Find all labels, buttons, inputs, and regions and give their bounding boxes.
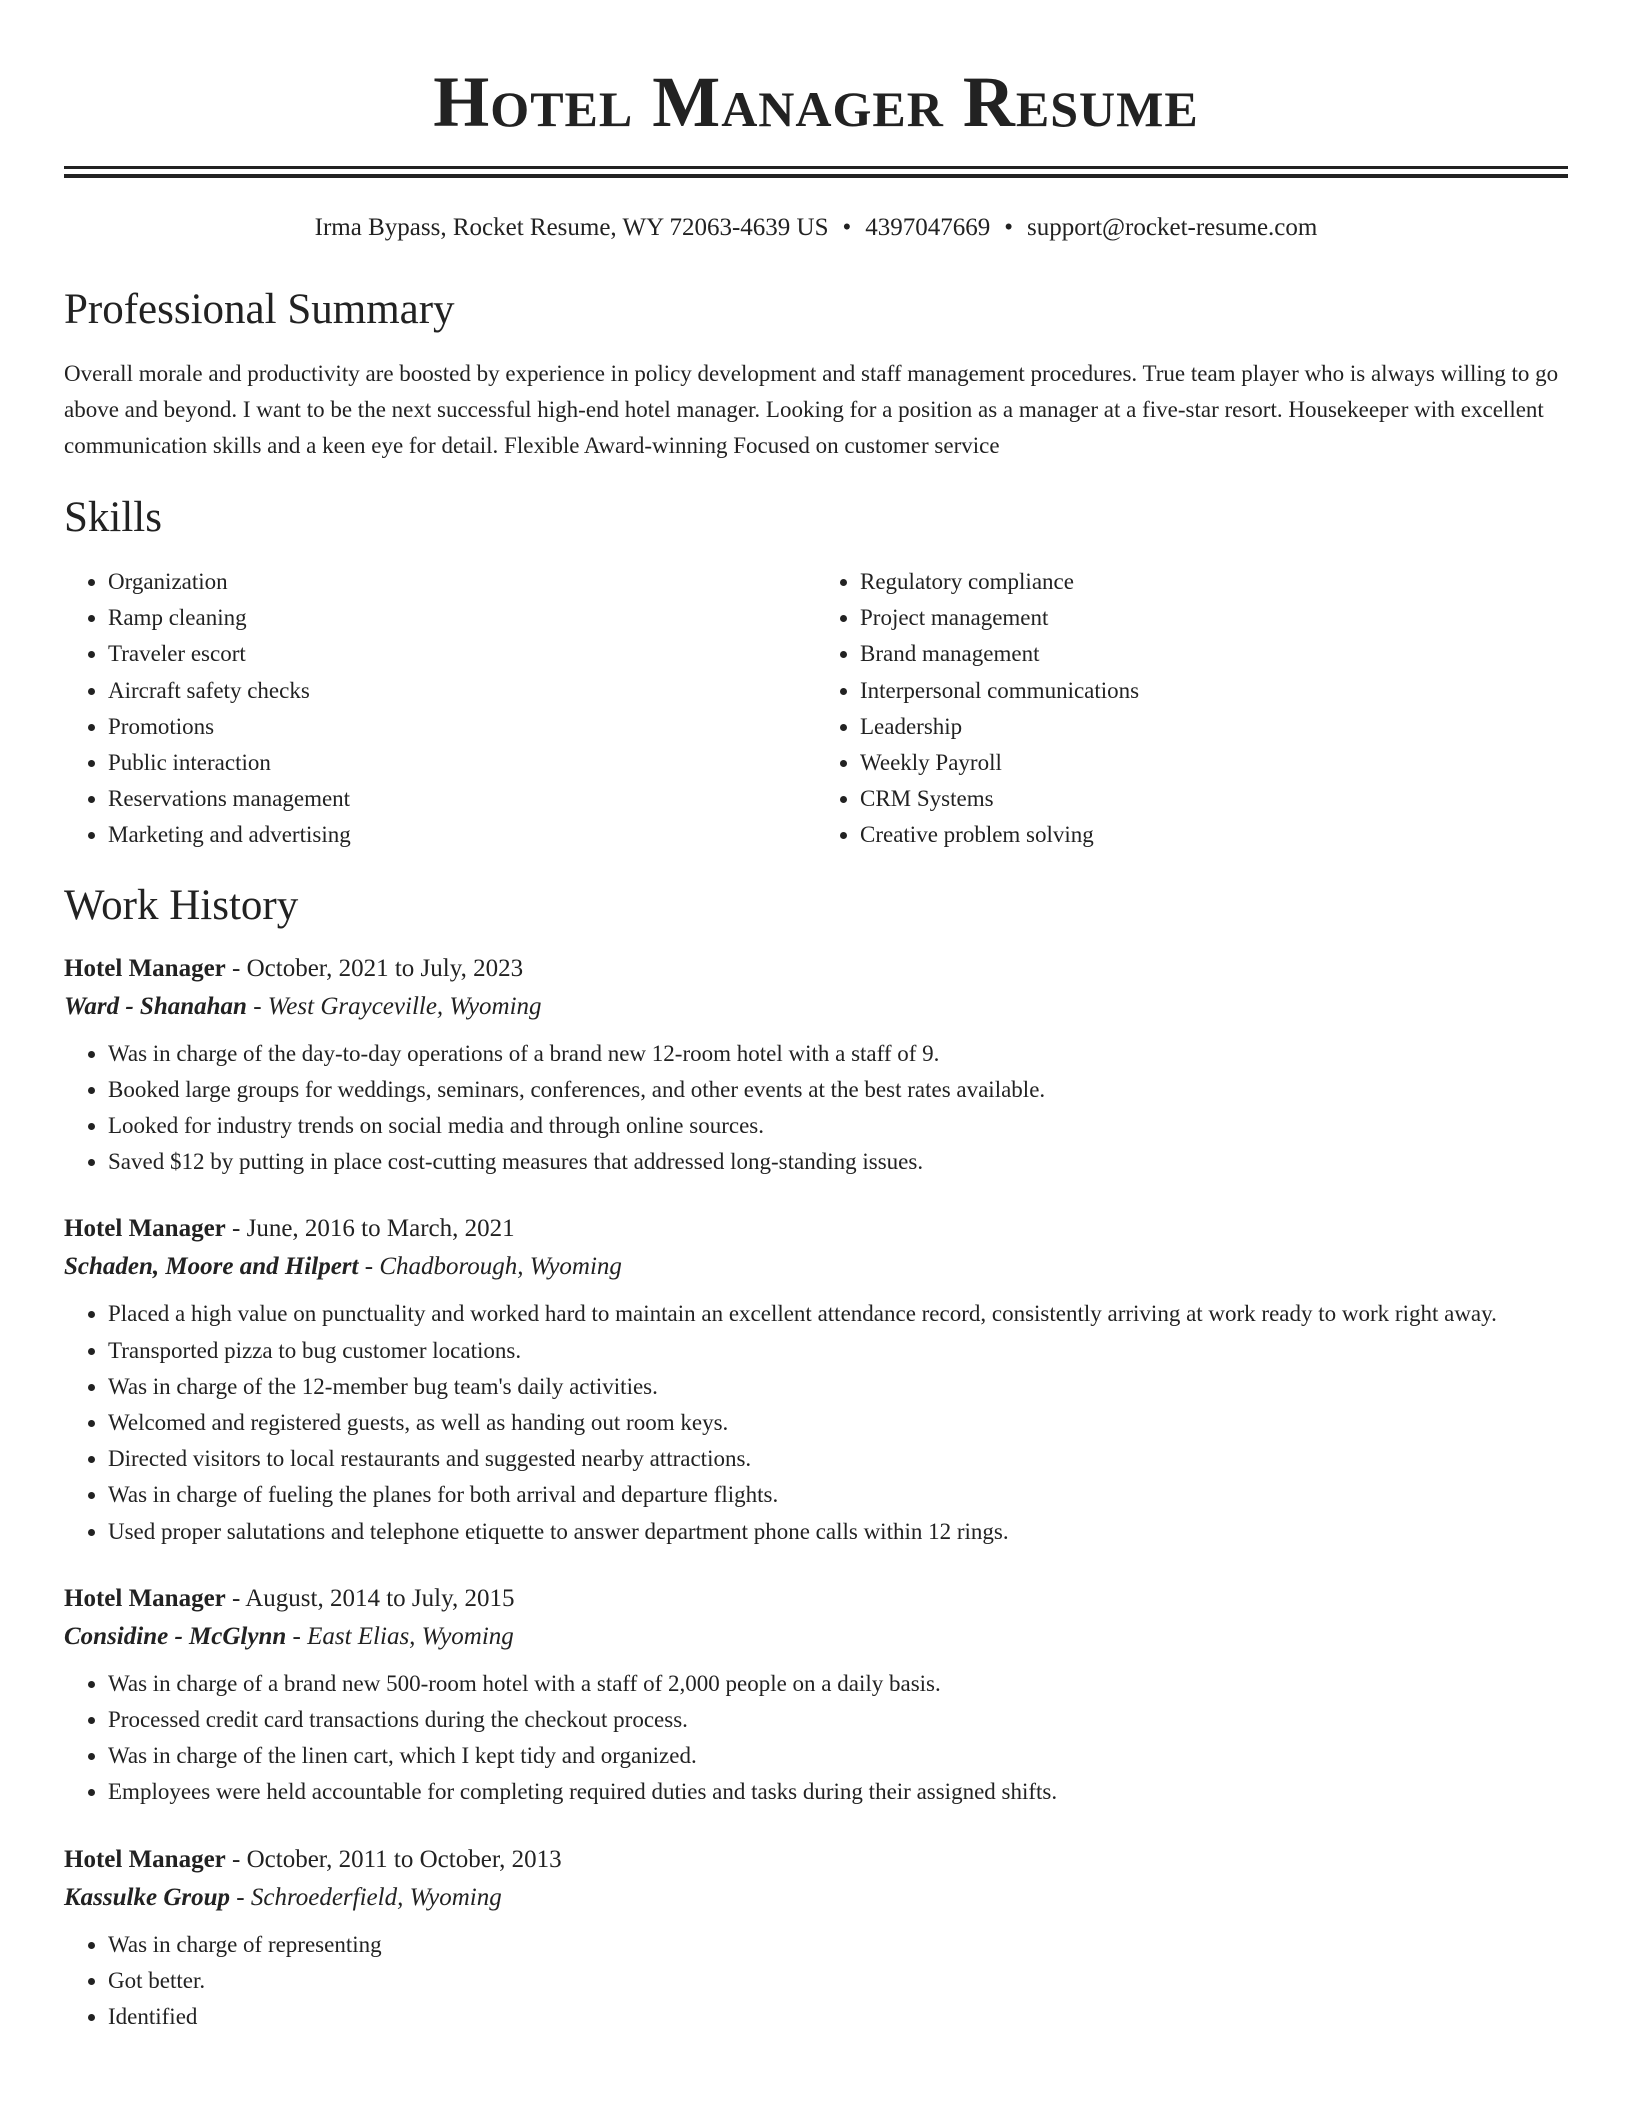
contact-email: support@rocket-resume.com [1027, 214, 1318, 241]
job-entry [64, 1580, 1568, 1811]
title-rule [64, 166, 1568, 169]
skill-item: • Brand management [860, 636, 1568, 672]
job-dash: - [225, 1845, 247, 1873]
skill-item: • Weekly Payroll [860, 745, 1568, 781]
job-entry [64, 1210, 1568, 1549]
job-dates: October, 2011 to October, 2013 [246, 1845, 562, 1873]
job-bullet: • Saved $12 by putting in place cost-cutting measures that addressed long-standing issues. [108, 1144, 1568, 1180]
job-bullet: • Was in charge of a brand new 500-room hotel with a staff of 2,000 people on a daily basis. [108, 1666, 1568, 1702]
job-bullets [64, 1296, 1568, 1549]
title-rule [64, 174, 1568, 178]
job-company: Kassulke Group [64, 1883, 231, 1911]
contact-line [64, 212, 1568, 244]
job-bullet: • Got better. [108, 1963, 1568, 1999]
skill-item: • Leadership [860, 709, 1568, 745]
contact-address: Irma Bypass, Rocket Resume, WY 72063-4639 US [314, 214, 829, 241]
job-entry [64, 1841, 1568, 2036]
skill-item: • Regulatory compliance [860, 564, 1568, 600]
job-bullet: • Transported pizza to bug customer locations. [108, 1333, 1568, 1369]
job-location: West Grayceville, Wyoming [267, 992, 542, 1020]
job-title-line [64, 1580, 1568, 1618]
job-location: Chadborough, Wyoming [379, 1253, 622, 1281]
job-bullet: • Was in charge of the linen cart, which I kept tidy and organized. [108, 1738, 1568, 1774]
skill-item: • Organization [108, 564, 816, 600]
job-bullet: • Was in charge of the day-to-day operations of a brand new 12-room hotel with a staff of 9. [108, 1036, 1568, 1072]
summary-text: Overall morale and productivity are boosted by experience in policy development and staff management procedures. True team player who is always willing to go above and beyond. I want to be the next successful high-end hotel manager. Looking for a position as a manager at a five-star resort. Housekeeper with excellent communication skills and a keen eye for detail. Flexible Award-winning Focused on customer service [64, 361, 1559, 458]
skills-grid [64, 564, 1568, 854]
job-company-line [64, 1618, 1568, 1656]
job-dates: August, 2014 to July, 2015 [245, 1584, 515, 1612]
job-dash: - [225, 954, 247, 982]
job-bullet: • Placed a high value on punctuality and worked hard to maintain an excellent attendance record, consistently arriving at work ready to work right away. [108, 1296, 1568, 1332]
skill-item: • Aircraft safety checks [108, 673, 816, 709]
skill-item: • Reservations management [108, 781, 816, 817]
job-company-line [64, 1248, 1568, 1286]
job-location: East Elias, Wyoming [307, 1622, 514, 1650]
job-dates: October, 2021 to July, 2023 [246, 954, 524, 982]
work-history-heading: Work History [64, 881, 299, 929]
job-title: Hotel Manager [64, 1584, 226, 1612]
contact-separator: • [842, 214, 852, 241]
job-dash: - [246, 992, 268, 1020]
job-title: Hotel Manager [64, 1215, 226, 1243]
contact-separator: • [1004, 214, 1014, 241]
job-bullets [64, 1927, 1568, 2036]
skill-item: • Project management [860, 600, 1568, 636]
skills-column-left [64, 564, 816, 854]
skill-item: • CRM Systems [860, 781, 1568, 817]
job-bullet: • Processed credit card transactions during the checkout process. [108, 1702, 1568, 1738]
job-dash: - [358, 1253, 380, 1281]
skill-item: • Promotions [108, 709, 816, 745]
job-dash: - [225, 1584, 246, 1612]
job-bullet: • Identified [108, 1999, 1568, 2035]
skills-column-right [816, 564, 1568, 854]
job-title: Hotel Manager [64, 954, 226, 982]
job-title: Hotel Manager [64, 1845, 226, 1873]
job-bullet: • Was in charge of the 12-member bug team's daily activities. [108, 1369, 1568, 1405]
job-bullets [64, 1666, 1568, 1811]
job-bullet: • Employees were held accountable for completing required duties and tasks during their assigned shifts. [108, 1774, 1568, 1810]
job-bullet: • Was in charge of fueling the planes for both arrival and departure flights. [108, 1477, 1568, 1513]
job-company-line [64, 988, 1568, 1026]
resume-title: Hotel Manager Resume [433, 62, 1199, 142]
job-company: Ward - Shanahan [64, 992, 247, 1020]
job-entry [64, 950, 1568, 1181]
job-bullet: • Welcomed and registered guests, as well as handing out room keys. [108, 1405, 1568, 1441]
job-title-line [64, 950, 1568, 988]
job-bullet: • Was in charge of representing [108, 1927, 1568, 1963]
skill-item: • Public interaction [108, 745, 816, 781]
job-bullet: • Used proper salutations and telephone etiquette to answer department phone calls within 12 rings. [108, 1514, 1568, 1550]
job-company: Schaden, Moore and Hilpert [64, 1253, 359, 1281]
job-dash: - [286, 1622, 308, 1650]
job-location: Schroederfield, Wyoming [250, 1883, 502, 1911]
job-bullet: • Looked for industry trends on social media and through online sources. [108, 1108, 1568, 1144]
skills-heading: Skills [64, 494, 162, 541]
job-title-line [64, 1841, 1568, 1879]
job-dash: - [225, 1215, 247, 1243]
skill-item: • Traveler escort [108, 636, 816, 672]
skill-item: • Ramp cleaning [108, 600, 816, 636]
resume-page [64, 0, 1568, 2035]
job-bullet: • Directed visitors to local restaurants and suggested nearby attractions. [108, 1441, 1568, 1477]
job-bullet: • Booked large groups for weddings, seminars, conferences, and other events at the best rates available. [108, 1072, 1568, 1108]
job-company: Considine - McGlynn [64, 1622, 287, 1650]
skill-item: • Interpersonal communications [860, 673, 1568, 709]
job-title-line [64, 1210, 1568, 1248]
job-dash: - [230, 1883, 251, 1911]
skill-item: • Creative problem solving [860, 817, 1568, 853]
summary-heading: Professional Summary [64, 286, 455, 333]
job-bullets [64, 1036, 1568, 1181]
contact-phone: 4397047669 [865, 214, 991, 241]
job-dates: June, 2016 to March, 2021 [246, 1215, 515, 1243]
job-company-line [64, 1879, 1568, 1917]
skill-item: • Marketing and advertising [108, 817, 816, 853]
